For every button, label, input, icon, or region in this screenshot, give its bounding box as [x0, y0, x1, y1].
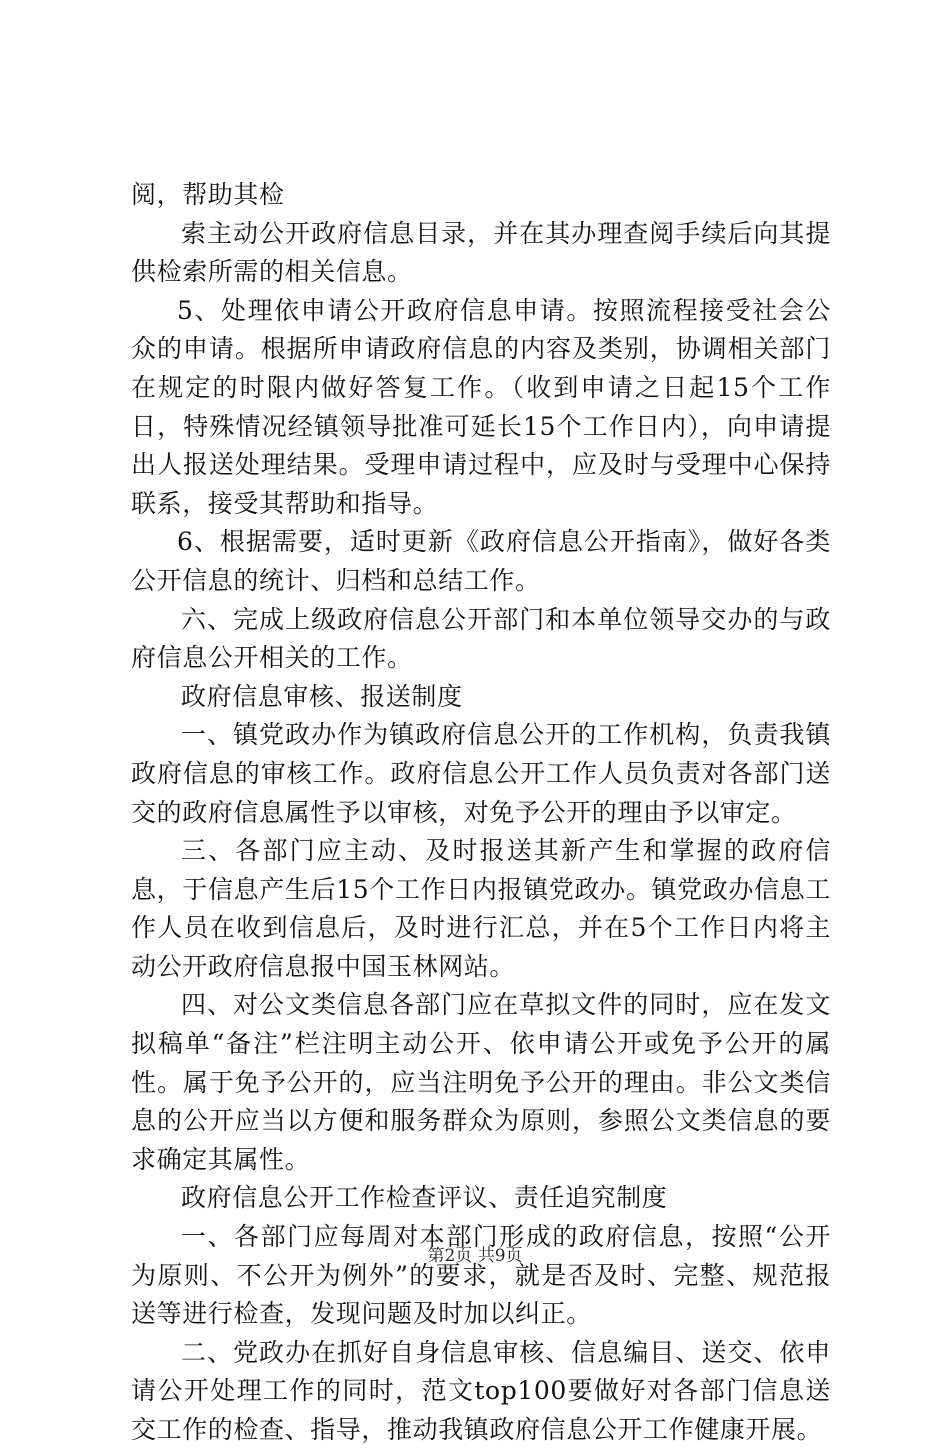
paragraph-2: 索主动公开政府信息目录，并在其办理查阅手续后向其提供检索所需的相关信息。 — [131, 218, 831, 287]
paragraph-8: 三、各部门应主动、及时报送其新产生和掌握的政府信息，于信息产生后15个工作日内报镇党政办。镇党政办信息工作人员在收到信息后，及时进行汇总，并在5个工作日内将主动公开政府信息报中国玉林网站。 — [131, 836, 831, 981]
section-heading-review: 政府信息审核、报送制度 — [181, 681, 463, 711]
page-footer — [0, 1244, 950, 1268]
page-number-label: 第2页 共9页 — [427, 1246, 523, 1266]
paragraph-3: 5、处理依申请公开政府信息申请。按照流程接受社会公众的申请。根据所申请政府信息的内容及类别，协调相关部门在规定的时限内做好答复工作。（收到申请之日起15个工作日，特殊情况经镇领导批准可延长15个工作日内），向申请提出人报送处理结果。受理申请过程中，应及时与受理中心保持联系，接受其帮助和指导。 — [131, 295, 831, 518]
paragraph-9: 四、对公文类信息各部门应在草拟文件的同时，应在发文拟稿单“备注”栏注明主动公开、依申请公开或免予公开的属性。属于免予公开的，应当注明免予公开的理由。非公文类信息的公开应当以方便和服务群众为原则，参照公文类信息的要求确定其属性。 — [131, 990, 831, 1174]
paragraph-5: 六、完成上级政府信息公开部门和本单位领导交办的与政府信息公开相关的工作。 — [131, 604, 831, 673]
paragraph-1: 阅，帮助其检 — [131, 180, 285, 209]
paragraph-12: 二、党政办在抓好自身信息审核、信息编目、送交、依申请公开处理工作的同时，范文top100要做好对各部门信息送交工作的检查、指导，推动我镇政府信息公开工作健康开展。 — [131, 1337, 831, 1444]
paragraph-11: 一、各部门应每周对本部门形成的政府信息，按照“公开为原则、不公开为例外”的要求，就是否及时、完整、规范报送等进行检查，发现问题及时加以纠正。 — [131, 1222, 831, 1329]
paragraph-4: 6、根据需要，适时更新《政府信息公开指南》，做好各类公开信息的统计、归档和总结工作。 — [131, 527, 831, 595]
section-heading-inspection: 政府信息公开工作检查评议、责任追究制度 — [181, 1183, 668, 1213]
paragraph-7: 一、镇党政办作为镇政府信息公开的工作机构，负责我镇政府信息的审核工作。政府信息公开工作人员负责对各部门送交的政府信息属性予以审核，对免予公开的理由予以审定。 — [131, 720, 831, 827]
